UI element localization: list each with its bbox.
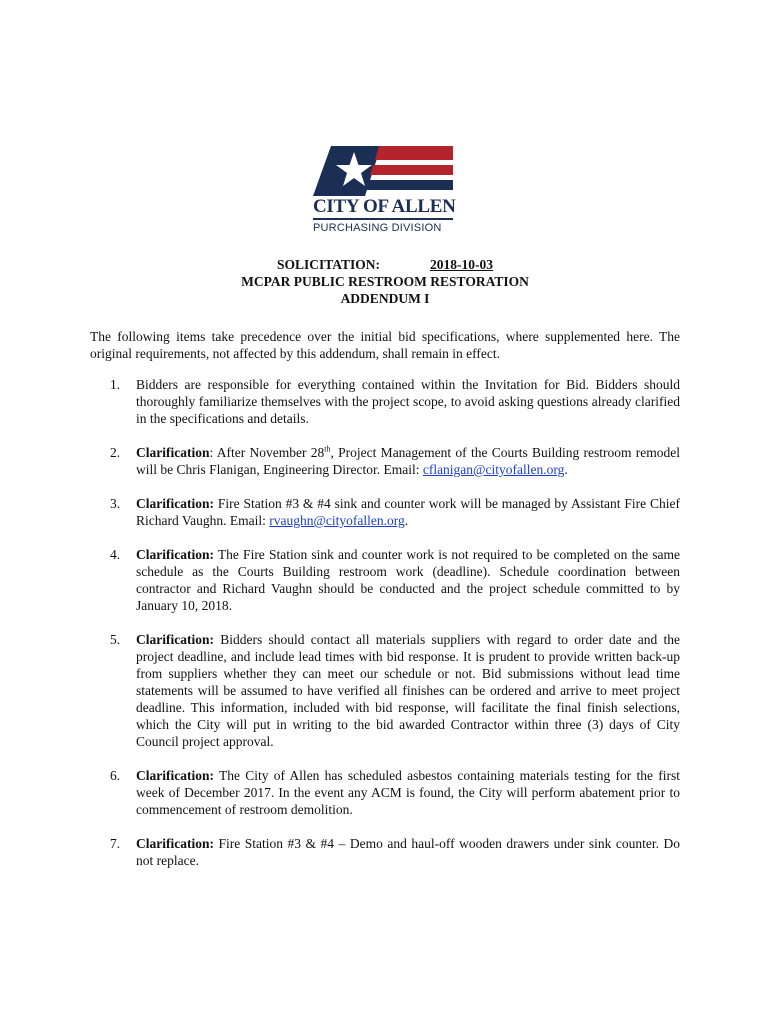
item-label: Clarification:: [136, 768, 214, 783]
item-number: 1.: [110, 377, 121, 392]
item-number: 4.: [110, 547, 121, 562]
item-text: , Project Management of the Courts Building restroom remodel will be Chris Flanigan, Engineering Director. Email:: [136, 445, 680, 477]
star-stripes-icon: [313, 146, 455, 196]
list-item: [90, 376, 680, 427]
item-label: Clarification:: [136, 547, 214, 562]
solicitation-label: SOLICITATION:: [276, 257, 381, 272]
list-item: [90, 835, 680, 869]
item-text: The City of Allen has scheduled asbestos containing materials testing for the first week of December 2017. In the event any ACM is found, the City will perform abatement prior to commencement of restroom demolition.: [136, 768, 680, 817]
item-text: Bidders should contact all materials suppliers with regard to order date and the project deadline, and include lead times with bid response. It is prudent to provide written back-up from suppliers whether they can meet our schedule or not. Bid submissions without lead time statements will be assumed to have verified all finishes can be ordered and arrive to meet project deadline. This information, included with bid response, will facilitate the final finish selections, which the City will put in writing to the bid awarded Contractor within three (3) days of City Council project approval.: [136, 632, 680, 749]
item-text: After November 28: [216, 445, 325, 460]
item-number: 2.: [110, 445, 121, 460]
project-title: MCPAR PUBLIC RESTROOM RESTORATION: [241, 274, 529, 289]
logo-divider: [313, 218, 453, 220]
item-label: Clarification:: [136, 836, 214, 851]
item-number: 3.: [110, 496, 121, 511]
list-item: [90, 444, 680, 478]
item-text: Fire Station #3 & #4 – Demo and haul-off wooden drawers under sink counter. Do not replace.: [136, 836, 680, 868]
item-number: 5.: [110, 632, 121, 647]
solicitation-number: 2018-10-03: [430, 257, 494, 272]
list-item: [90, 546, 680, 614]
email-link[interactable]: rvaughn@cityofallen.org: [269, 513, 405, 528]
list-item: [90, 631, 680, 750]
item-text: Bidders are responsible for everything contained within the Invitation for Bid. Bidders should thoroughly familiarize themselves with the project scope, to avoid asking questions already clarified in the specifications and details.: [136, 377, 680, 426]
document-heading: [0, 256, 770, 307]
item-number: 7.: [110, 836, 121, 851]
item-label: Clarification:: [136, 632, 214, 647]
intro-paragraph: The following items take precedence over the initial bid specifications, where supplemented here. The original requirements, not affected by this addendum, shall remain in effect.: [90, 329, 680, 361]
addendum-title: ADDENDUM I: [340, 291, 430, 306]
item-text: The Fire Station sink and counter work is not required to be completed on the same schedule as the Courts Building restroom work (deadline). Schedule coordination between contractor and Richard Vaughn should be conducted and the project schedule committed to by January 10, 2018.: [136, 547, 680, 613]
email-link[interactable]: cflanigan@cityofallen.org: [422, 462, 565, 477]
solicitation-line: [277, 256, 493, 273]
list-item: [90, 495, 680, 529]
logo-city-name: CITY OF ALLEN: [313, 196, 456, 217]
city-logo: [313, 146, 455, 235]
item-number: 6.: [110, 768, 121, 783]
item-superscript: th: [324, 444, 331, 454]
logo-division: PURCHASING DIVISION: [313, 222, 442, 234]
item-tail: .: [404, 513, 409, 528]
item-separator: :: [209, 445, 217, 460]
item-tail: .: [564, 462, 568, 477]
item-text: Fire Station #3 & #4 sink and counter work will be managed by Assistant Fire Chief Richard Vaughn. Email:: [136, 496, 680, 528]
addendum-items: [90, 376, 680, 886]
list-item: [90, 767, 680, 818]
item-label: Clarification: [136, 445, 210, 460]
item-label: Clarification:: [136, 496, 214, 511]
